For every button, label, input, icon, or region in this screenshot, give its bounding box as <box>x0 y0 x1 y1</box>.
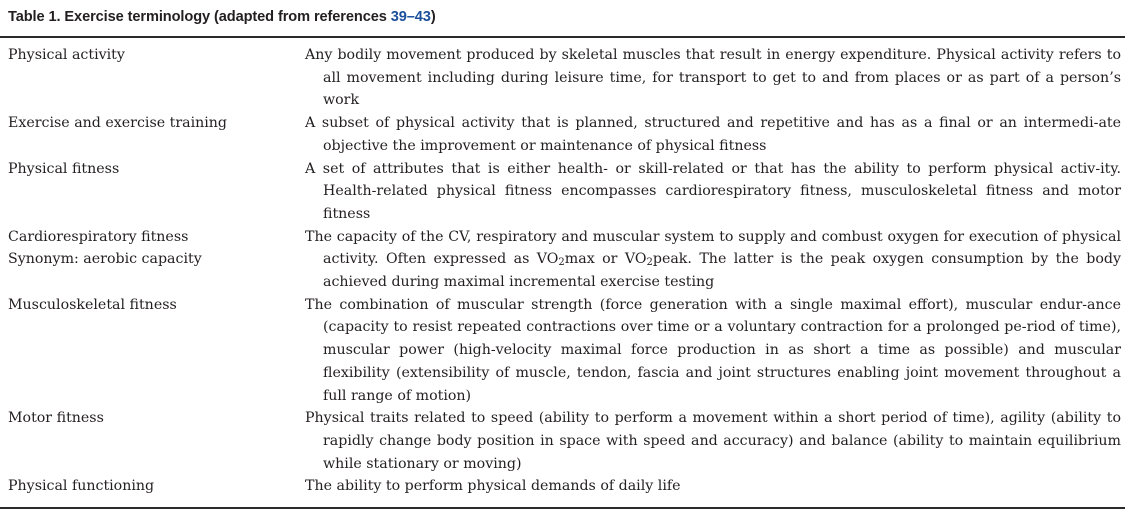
table-caption <box>8 9 436 25</box>
subscript: 2 <box>646 257 653 269</box>
table-row <box>0 407 1125 475</box>
definition-cell: The combination of muscular strength (force generation with a single maximal effort), muscular endur-ance (capacity to resist repeated contractions over time or a voluntary contraction for a prolonged pe-riod of time), muscular power (high-velocity maximal force production in as short a time as possible) and muscular flexibility (extensibility of muscle, tendon, fascia and joint structures enabling joint movement throughout a full range of motion) <box>305 296 1121 404</box>
term-physical-functioning: Physical functioning <box>8 478 155 495</box>
definition-cell: A subset of physical activity that is planned, structured and repetitive and has as a final or an intermedi-ate objective the improvement or maintenance of physical fitness <box>305 115 1121 154</box>
definition-cell: The ability to perform physical demands of daily life <box>305 478 681 495</box>
table-top-rule <box>0 36 1125 38</box>
definition-text: The capacity of the CV, respiratory and muscular system to supply and combust oxygen for execution of physical activity. Often expressed as VO <box>305 228 1121 268</box>
definition-cell <box>305 226 1121 294</box>
term-cell <box>0 475 305 498</box>
definition-text: max or VO <box>564 251 647 268</box>
subscript: 2 <box>558 257 565 269</box>
caption-prefix: Table 1. Exercise terminology (adapted from references <box>8 9 391 25</box>
terminology-table <box>0 44 1125 498</box>
definition-cell: A set of attributes that is either health- or skill-related or that has the ability to perform physical activ-ity. Health-related physical fitness encompasses cardiorespiratory fitness, musculoskeletal fitness and motor fitness <box>305 160 1121 222</box>
table-bottom-rule <box>0 507 1125 509</box>
table-row <box>0 294 1125 408</box>
term-physical-activity: Physical activity <box>8 47 125 63</box>
term-cell <box>0 112 305 157</box>
definition-cell: Any bodily movement produced by skeletal muscles that result in energy expenditure. Physical activity refers to all movement including during leisure time, for transport to get to and from places or as part of a person’s work <box>305 47 1121 109</box>
term-cell <box>0 158 305 226</box>
definition-cell: Physical traits related to speed (ability to perform a movement within a short period of time), agility (ability to rapidly change body position in space with speed and accuracy) and balance (ability to maintain equilibrium while stationary or moving) <box>305 410 1121 472</box>
table-row <box>0 226 1125 294</box>
table-row <box>0 158 1125 226</box>
term-motor-fitness: Motor fitness <box>8 410 104 427</box>
term-physical-fitness: Physical fitness <box>8 160 120 177</box>
term-exercise-training: Exercise and exercise training <box>8 115 228 132</box>
table-row <box>0 112 1125 157</box>
definition-text: peak. The latter is the peak oxygen consumption by the body achieved during maximal incremental exercise testing <box>323 251 1121 291</box>
caption-suffix: ) <box>430 9 436 25</box>
term-cell <box>0 407 305 475</box>
term-cell <box>0 294 305 408</box>
term-cardiorespiratory-fitness: Cardiorespiratory fitness <box>8 228 189 245</box>
term-synonym: Synonym: aerobic capacity <box>8 251 202 268</box>
reference-link[interactable]: 39–43 <box>390 9 431 25</box>
table-row <box>0 475 1125 498</box>
table-row <box>0 44 1125 112</box>
term-cell <box>0 226 305 294</box>
term-cell <box>0 44 305 112</box>
term-musculoskeletal-fitness: Musculoskeletal fitness <box>8 296 177 313</box>
